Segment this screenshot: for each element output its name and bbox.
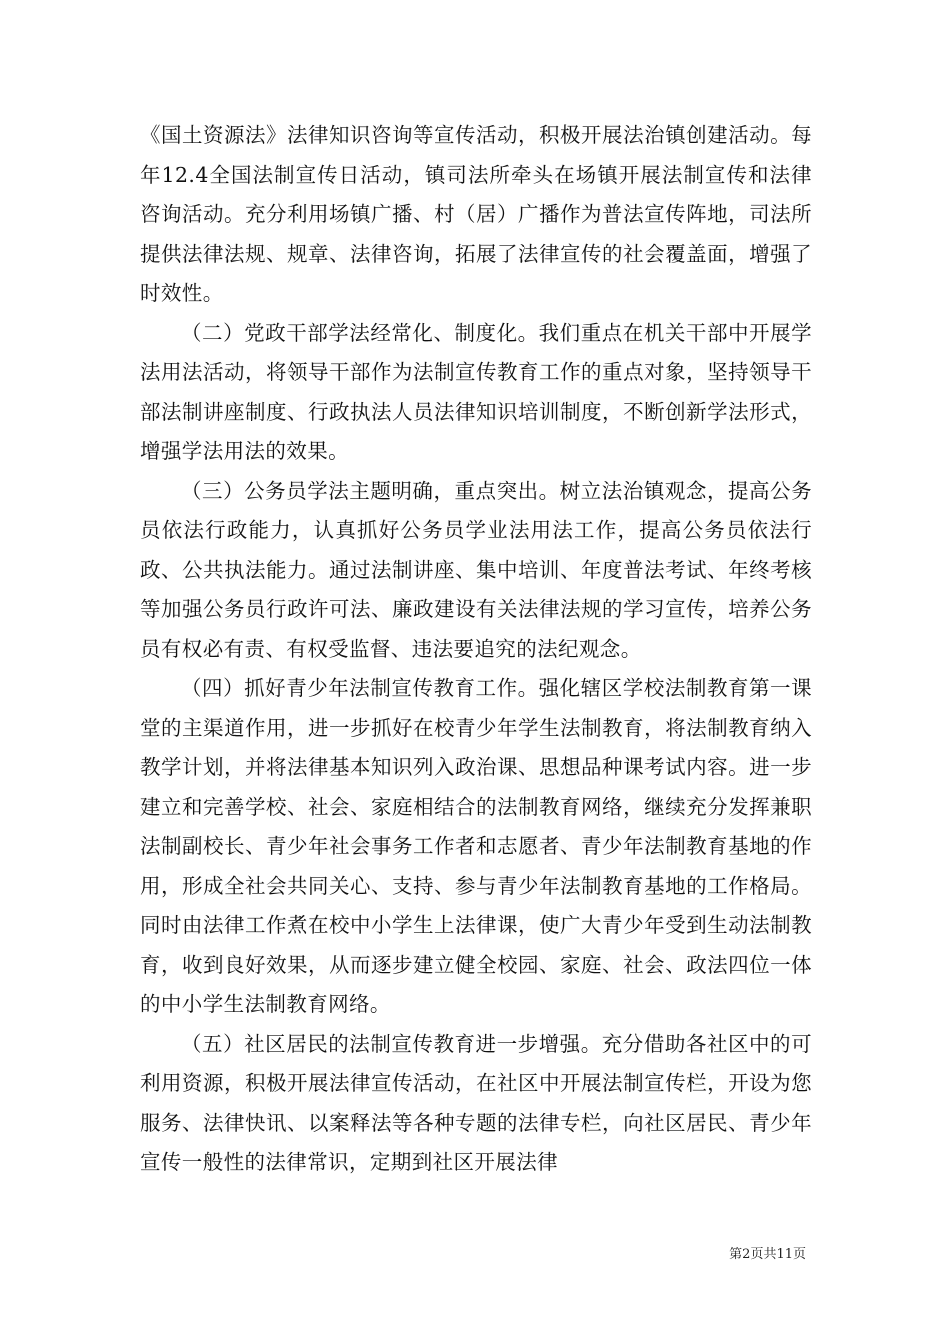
paragraph-4: （四）抓好青少年法制宣传教育工作。强化辖区学校法制教育第一课堂的主渠道作用，进一步抓好在校青少年学生法制教育，将法制教育纳入教学计划，并将法律基本知识列入政治课、思想品种课考试内容。进一步建立和完善学校、社会、家庭相结合的法制教育网络，继续充分发挥兼职法制副校长、青少年社会事务工作者和志愿者、青少年法制教育基地的作用，形成全社会共同关心、支持、参与青少年法制教育基地的工作格局。同时由法律工作煮在校中小学生上法律课，使广大青少年受到生动法制教育，收到良好效果，从而逐步建立健全校园、家庭、社会、政法四位一体的中小学生法制教育网络。 xyxy=(140,676,812,1016)
paragraph-1: 《国土资源法》法律知识咨询等宣传活动，积极开展法治镇创建活动。每年12.4全国法制宣传日活动，镇司法所牵头在场镇开展法制宣传和法律咨询活动。充分利用场镇广播、村（居）广播作为普法宣传阵地，司法所提供法律法规、规章、法律咨询，拓展了法律宣传的社会覆盖面，增强了时效性。 xyxy=(140,123,812,305)
page-number-footer: 第2页共11页 xyxy=(729,1247,806,1262)
paragraph-3: （三）公务员学法主题明确，重点突出。树立法治镇观念，提高公务员依法行政能力，认真抓好公务员学业法用法工作，提高公务员依法行政、公共执法能力。通过法制讲座、集中培训、年度普法考试、年终考核等加强公务员行政许可法、廉政建设有关法律法规的学习宣传，培养公务员有权必有责、有权受监督、违法要追究的法纪观念。 xyxy=(140,478,812,661)
paragraph-5: （五）社区居民的法制宣传教育进一步增强。充分借助各社区中的可利用资源，积极开展法律宣传活动，在社区中开展法制宣传栏，开设为您服务、法律快讯、以案释法等各种专题的法律专栏，向社区居民、青少年宣传一般性的法律常识，定期到社区开展法律 xyxy=(140,1031,812,1174)
paragraph-2: （二）党政干部学法经常化、制度化。我们重点在机关干部中开展学法用法活动，将领导干部作为法制宣传教育工作的重点对象，坚持领导干部法制讲座制度、行政执法人员法律知识培训制度，不断创新学法形式，增强学法用法的效果。 xyxy=(140,320,812,463)
document-body xyxy=(140,116,812,1183)
